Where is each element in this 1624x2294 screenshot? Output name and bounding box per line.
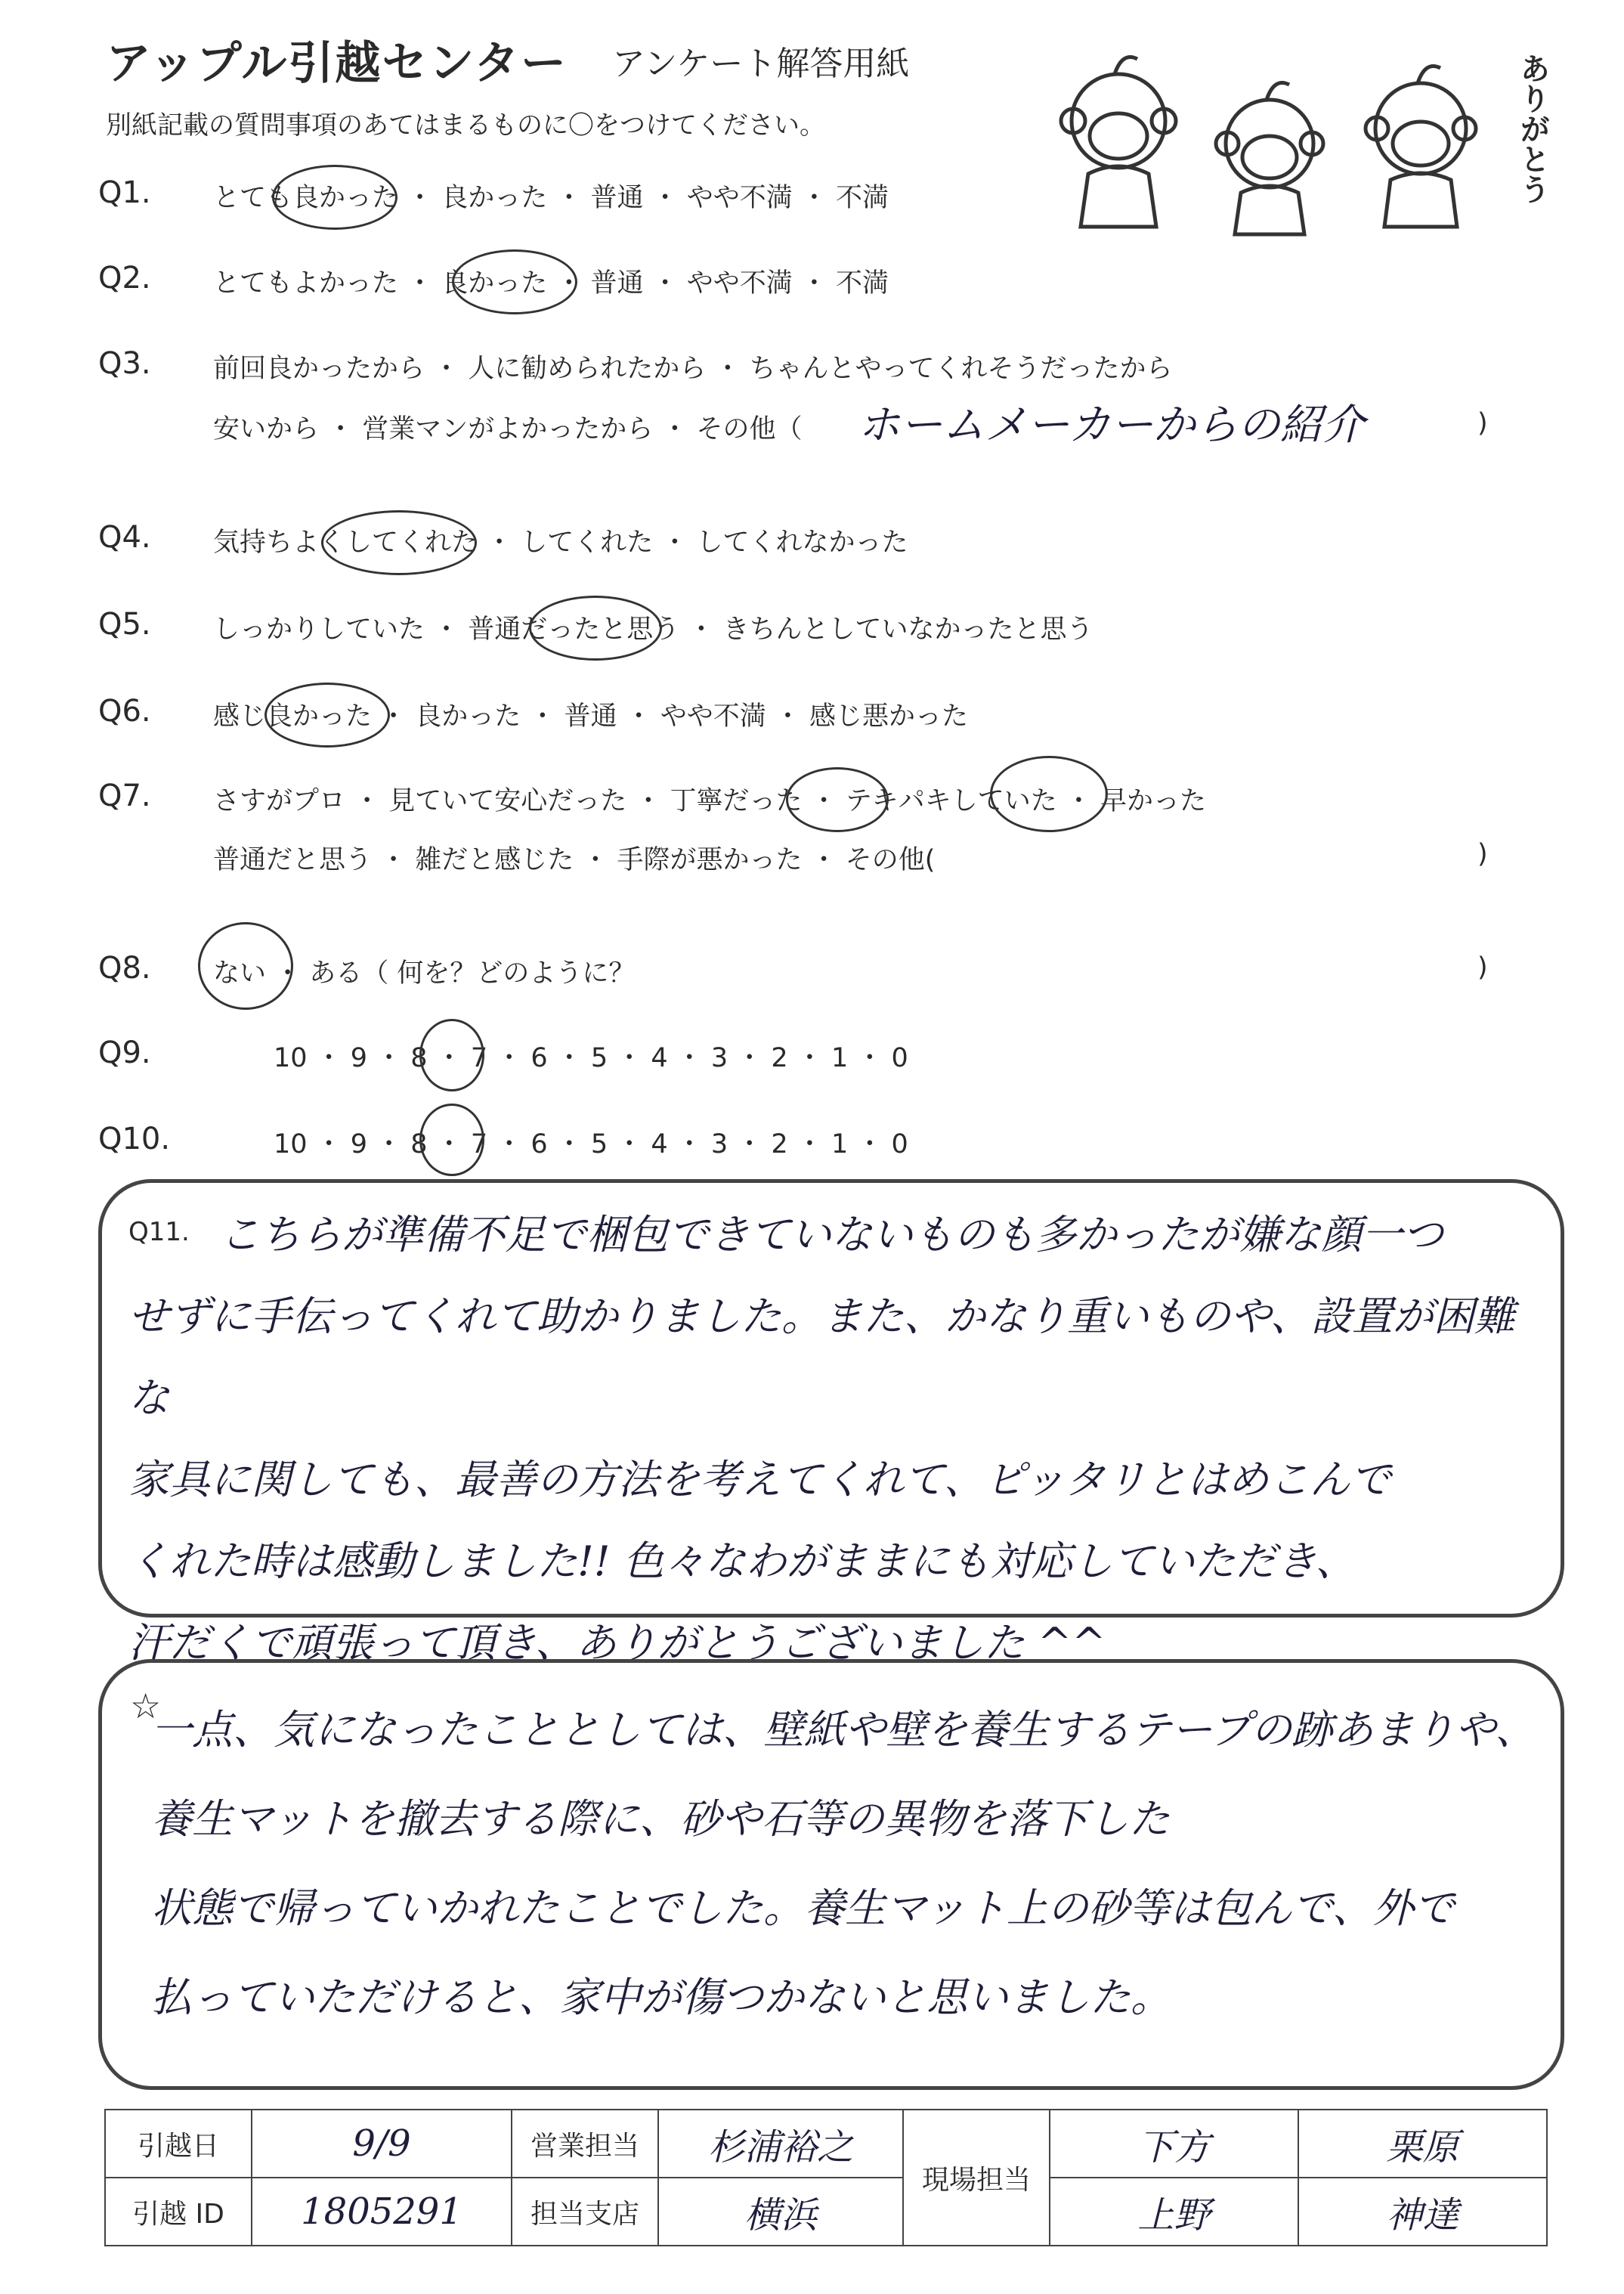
move-date-label: 引越日 — [105, 2110, 252, 2178]
q5-label: Q5. — [98, 607, 151, 642]
q11-line-3: 家具に関しても、最善の方法を考えてくれて、ピッタリとはめこんで — [128, 1456, 1391, 1503]
form-subtitle: アンケート解答用紙 — [612, 45, 910, 83]
monkey-mascot-icon — [1043, 30, 1527, 242]
q10-label: Q10. — [98, 1122, 171, 1156]
star-line-3: 状態で帰っていかれたことでした。養生マット上の砂等は包んで、外で — [151, 1884, 1455, 1932]
company-title: アップル引越センター — [106, 37, 568, 90]
move-id-value: 1805291 — [252, 2178, 512, 2246]
q11-label: Q11. — [128, 1217, 190, 1247]
q6-label: Q6. — [98, 694, 151, 729]
branch-value: 横浜 — [658, 2178, 903, 2246]
sales-label: 営業担当 — [512, 2110, 658, 2178]
thanks-text: ありがとう — [1515, 53, 1550, 204]
q9-scale: 10 ・ 9 ・ 8 ・ 7 ・ 6 ・ 5 ・ 4 ・ 3 ・ 2 ・ 1 ・ 0 — [274, 1043, 908, 1073]
q3-close-paren: ) — [1477, 408, 1488, 438]
site-staff-1: 下方 — [1050, 2110, 1298, 2178]
q6-selection-circle — [264, 683, 390, 748]
star-line-4: 払っていただけると、家中が傷つかないと思いました。 — [151, 1974, 1171, 2021]
q7-label: Q7. — [98, 779, 151, 813]
q3-options-line2: 安いから ・ 営業マンがよかったから ・ その他（ — [213, 414, 803, 444]
site-staff-4: 神達 — [1298, 2178, 1547, 2246]
q4-options: 気持ちよくしてくれた ・ してくれた ・ してくれなかった — [213, 528, 908, 558]
q4-label: Q4. — [98, 520, 151, 555]
q9-label: Q9. — [98, 1036, 151, 1070]
q2-options: とてもよかった ・ 良かった ・ 普通 ・ やや不満 ・ 不満 — [213, 268, 889, 299]
q4-selection-circle — [321, 510, 477, 575]
branch-label: 担当支店 — [512, 2178, 658, 2246]
q1-selection-circle — [272, 165, 397, 230]
instruction-text: 別紙記載の質問事項のあてはまるものに〇をつけてください。 — [106, 110, 825, 141]
sales-name: 杉浦裕之 — [658, 2110, 903, 2178]
star-comment-text — [151, 1686, 1542, 2042]
site-label: 現場担当 — [903, 2110, 1050, 2246]
q9-selection-circle — [419, 1019, 484, 1091]
monkey-1-icon — [1061, 57, 1176, 228]
q11-line-2: せずに手伝ってくれて助かりました。また、かなり重いものや、設置が困難な — [128, 1293, 1515, 1422]
q11-line-1: こちらが準備不足で梱包できていないものも多かったが嫌な顔一つ — [219, 1211, 1443, 1258]
move-id-label: 引越 ID — [105, 2178, 252, 2246]
q10-selection-circle — [419, 1104, 484, 1176]
q11-line-5: 汗だくで頑張って頂き、ありがとうございました ^^ — [128, 1619, 1106, 1667]
q11-line-4: くれた時は感動しました!! 色々なわがままにも対応していただき、 — [128, 1537, 1356, 1585]
q8-options: ない ・ ある（ 何を？どのように？ — [213, 958, 636, 989]
monkey-2-icon — [1216, 83, 1323, 235]
q10-scale: 10 ・ 9 ・ 8 ・ 7 ・ 6 ・ 5 ・ 4 ・ 3 ・ 2 ・ 1 ・ 0 — [274, 1129, 908, 1159]
q3-label: Q3. — [98, 346, 151, 381]
q2-selection-circle — [452, 249, 577, 314]
site-staff-3: 上野 — [1050, 2178, 1298, 2246]
q7-options-line1: さすがプロ ・ 見ていて安心だった ・ 丁寧だった ・ テキパキしていた ・ 早かった — [213, 786, 1207, 816]
q6-options: 感じ良かった ・ 良かった ・ 普通 ・ やや不満 ・ 感じ悪かった — [213, 701, 969, 732]
q1-label: Q1. — [98, 175, 151, 210]
star-line-2: 養生マットを撤去する際に、砂や石等の異物を落下した — [151, 1795, 1170, 1843]
star-line-1: 一点、気になったこととしては、壁紙や壁を養生するテープの跡あまりや、 — [151, 1706, 1536, 1754]
q11-comment-text — [128, 1194, 1542, 1684]
q1-options: とても良かった ・ 良かった ・ 普通 ・ やや不満 ・ 不満 — [213, 183, 889, 213]
q2-label: Q2. — [98, 261, 151, 296]
move-date-value: 9/9 — [252, 2110, 512, 2178]
q8-selection-circle — [198, 922, 293, 1010]
monkey-3-icon — [1366, 67, 1476, 228]
q8-close-paren: ) — [1477, 952, 1488, 983]
footer-table — [104, 2109, 1548, 2246]
q3-other-answer: ホームメーカーからの紹介 — [858, 401, 1365, 450]
q3-options-line1: 前回良かったから ・ 人に勧められたから ・ ちゃんとやってくれそうだったから — [213, 354, 1173, 384]
q7-options-line2: 普通だと思う ・ 雑だと感じた ・ 手際が悪かった ・ その他( — [213, 845, 936, 875]
q7-selection-circle-2 — [990, 756, 1108, 832]
star-icon: ☆ — [130, 1686, 162, 1726]
q8-label: Q8. — [98, 951, 151, 986]
q7-selection-circle-1 — [786, 767, 889, 832]
q5-options: しっかりしていた ・ 普通だったと思う ・ きちんとしていなかったと思う — [213, 615, 1093, 645]
q7-close-paren: ) — [1477, 839, 1488, 869]
site-staff-2: 栗原 — [1298, 2110, 1547, 2178]
q5-selection-circle — [529, 596, 662, 661]
